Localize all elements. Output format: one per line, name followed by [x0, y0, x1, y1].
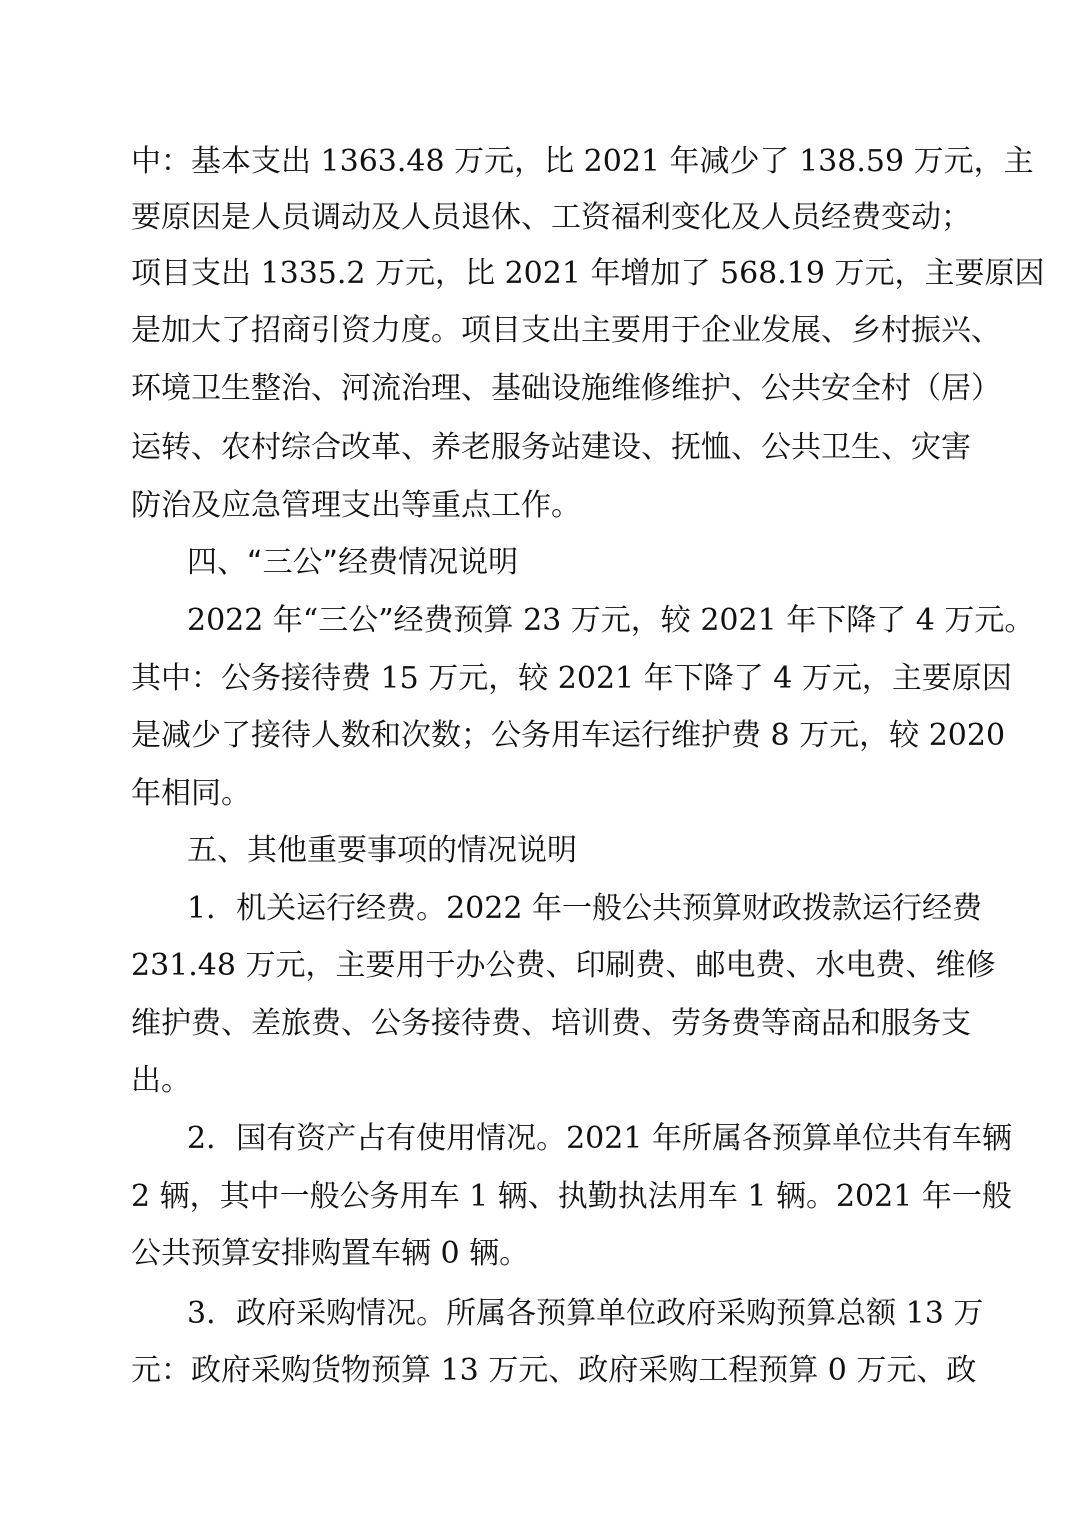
paragraph-line: 出。 — [131, 1063, 191, 1098]
paragraph-line: 维护费、差旅费、公务接待费、培训费、劳务费等商品和服务支 — [131, 1006, 971, 1041]
paragraph-line: 其中：公务接待费 15 万元，较 2021 年下降了 4 万元，主要原因 — [131, 661, 1012, 696]
paragraph-line: 元：政府采购货物预算 13 万元、政府采购工程预算 0 万元、政 — [131, 1353, 977, 1388]
paragraph-line: 公共预算安排购置车辆 0 辆。 — [131, 1236, 530, 1271]
paragraph-line: 中：基本支出 1363.48 万元，比 2021 年减少了 138.59 万元，主 — [131, 144, 1034, 179]
paragraph-line: 2 辆，其中一般公务用车 1 辆、执勤执法用车 1 辆。2021 年一般 — [131, 1179, 1012, 1214]
paragraph-line: 231.48 万元，主要用于办公费、印刷费、邮电费、水电费、维修 — [131, 948, 996, 983]
paragraph-line: 2022 年“三公”经费预算 23 万元，较 2021 年下降了 4 万元。 — [187, 603, 1035, 638]
paragraph-line: 环境卫生整治、河流治理、基础设施维修维护、公共安全村（居） — [131, 371, 1001, 406]
paragraph-line: 运转、农村综合改革、养老服务站建设、抚恤、公共卫生、灾害 — [131, 430, 971, 465]
section-heading: 四、“三公”经费情况说明 — [187, 545, 519, 580]
paragraph-line: 要原因是人员调动及人员退休、工资福利变化及人员经费变动； — [131, 200, 971, 235]
paragraph-line: 3．政府采购情况。所属各预算单位政府采购预算总额 13 万 — [187, 1296, 984, 1331]
paragraph-line: 2．国有资产占有使用情况。2021 年所属各预算单位共有车辆 — [187, 1121, 1012, 1156]
paragraph-line: 年相同。 — [131, 776, 251, 811]
paragraph-line: 1．机关运行经费。2022 年一般公共预算财政拨款运行经费 — [187, 891, 982, 926]
paragraph-line: 是减少了接待人数和次数；公务用车运行维护费 8 万元，较 2020 — [131, 718, 1006, 753]
paragraph-line: 是加大了招商引资力度。项目支出主要用于企业发展、乡村振兴、 — [131, 313, 1001, 348]
section-heading: 五、其他重要事项的情况说明 — [187, 833, 577, 868]
paragraph-line: 项目支出 1335.2 万元，比 2021 年增加了 568.19 万元，主要原因 — [131, 256, 1045, 291]
paragraph-line: 防治及应急管理支出等重点工作。 — [131, 488, 581, 523]
